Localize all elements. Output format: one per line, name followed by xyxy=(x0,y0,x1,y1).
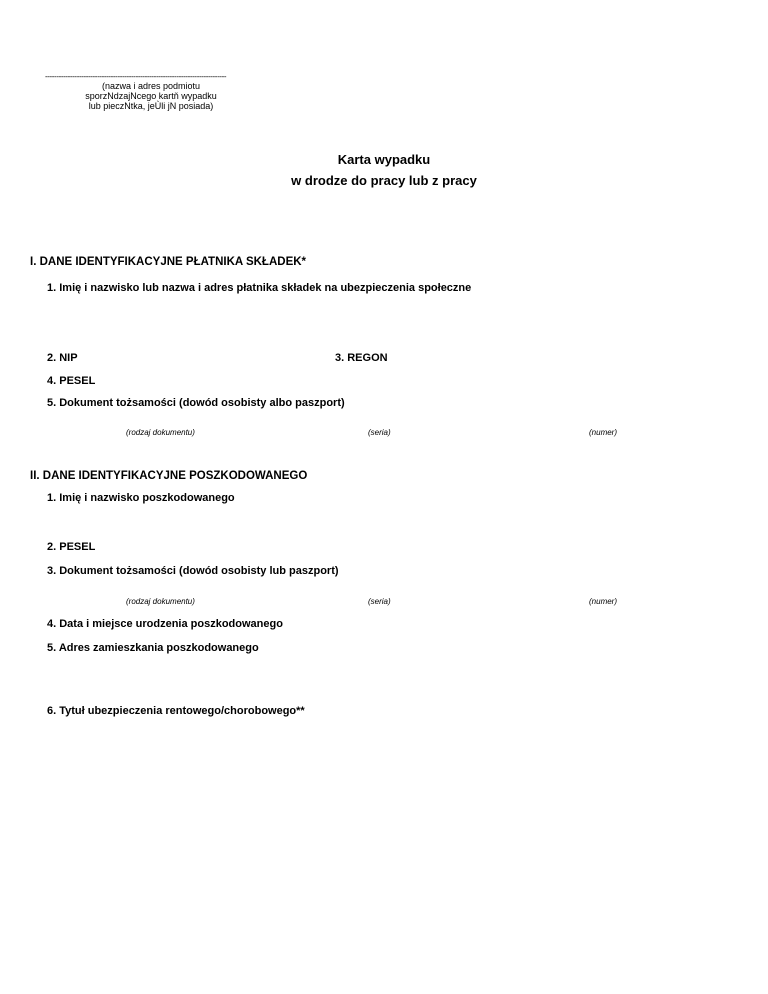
section-2-field-victim-name: 1. Imię i nazwisko poszkodowanego xyxy=(47,492,235,504)
section-2-field-address: 5. Adres zamieszkania poszkodowanego xyxy=(47,642,259,654)
section-1-heading: I. DANE IDENTYFIKACYJNE PŁATNIKA SKŁADEK* xyxy=(30,256,307,268)
stamp-dotted-line: -------------------------------------------------------------------------------- xyxy=(45,72,227,81)
section-1-field-id-document: 5. Dokument tożsamości (dowód osobisty albo paszport) xyxy=(47,397,345,409)
section-2-caption-number: (numer) xyxy=(589,597,618,606)
section-1-caption-series: (seria) xyxy=(368,428,391,437)
section-1-caption-number: (numer) xyxy=(589,428,618,437)
stamp-caption-line-3: lub pieczNtka, jeÙli jN posiada) xyxy=(88,101,214,111)
section-1-field-pesel: 4. PESEL xyxy=(47,375,96,387)
section-1-field-payer-name: 1. Imię i nazwisko lub nazwa i adres płatnika składek na ubezpieczenia społeczne xyxy=(47,282,472,294)
section-1-caption-document-type: (rodzaj dokumentu) xyxy=(126,428,195,437)
section-1-field-nip: 2. NIP xyxy=(47,352,78,364)
stamp-caption-line-2: sporzNdzajNcego kartň wypadku xyxy=(85,91,217,101)
document-title: Karta wypadku xyxy=(337,152,431,167)
section-1-field-regon: 3. REGON xyxy=(335,352,388,364)
section-2-field-id-document: 3. Dokument tożsamości (dowód osobisty lub paszport) xyxy=(47,565,339,577)
section-2-heading: II. DANE IDENTYFIKACYJNE POSZKODOWANEGO xyxy=(30,470,308,482)
stamp-caption-line-1: (nazwa i adres podmiotu xyxy=(101,81,201,91)
section-2-caption-series: (seria) xyxy=(368,597,391,606)
section-2-field-pesel: 2. PESEL xyxy=(47,541,96,553)
document-subtitle: w drodze do pracy lub z pracy xyxy=(291,173,477,188)
section-2-field-insurance-title: 6. Tytuł ubezpieczenia rentowego/chorobowego** xyxy=(47,705,305,717)
section-2-caption-document-type: (rodzaj dokumentu) xyxy=(126,597,195,606)
section-2-field-birth-date-place: 4. Data i miejsce urodzenia poszkodowanego xyxy=(47,618,283,630)
